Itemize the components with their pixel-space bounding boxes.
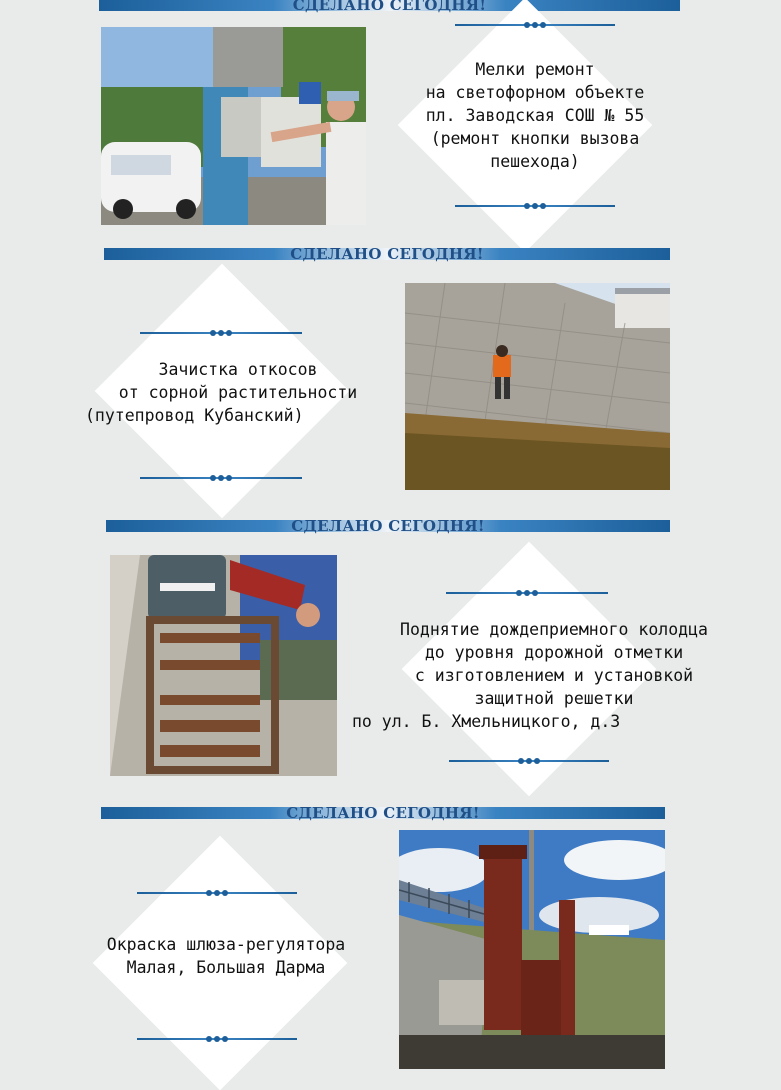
section-3-caption [346, 618, 762, 733]
storm-drain-grate-photo [110, 555, 337, 776]
caption-line: с изготовлением и установкой [414, 666, 694, 685]
section-4-top-ornament [137, 889, 297, 897]
banner-label: СДЕЛАНО СЕГОДНЯ! [286, 804, 480, 822]
section-4-banner [101, 804, 665, 822]
section-1-bottom-ornament [455, 202, 615, 210]
section-3-banner [106, 517, 670, 535]
sluice-painting-photo [399, 830, 665, 1069]
caption-line: (ремонт кнопки вызова [430, 129, 640, 148]
caption-line: Зачистка откосов [158, 360, 318, 379]
banner-label: СДЕЛАНО СЕГОДНЯ! [290, 245, 484, 263]
slope-clearing-photo [405, 283, 670, 490]
section-1-banner [99, 0, 680, 14]
section-2-top-ornament [140, 329, 302, 337]
caption-line: Поднятие дождеприемного колодца [400, 620, 708, 639]
caption-line: (путепровод Кубанский) [85, 406, 304, 425]
caption-line: Малая, Большая Дарма [126, 958, 326, 977]
section-3-top-ornament [446, 589, 608, 597]
section-4-bottom-ornament [137, 1035, 297, 1043]
caption-line: Окраска шлюза-регулятора [106, 935, 346, 954]
section-4-caption [63, 933, 389, 979]
section-2-banner [104, 245, 670, 263]
section-2-caption [73, 358, 403, 427]
traffic-light-repair-photo [101, 27, 366, 225]
caption-line: пл. Заводская СОШ № 55 [425, 106, 645, 125]
caption-line: от сорной растительности [118, 383, 358, 402]
banner-label: СДЕЛАНО СЕГОДНЯ! [292, 0, 487, 14]
caption-line: Мелки ремонт [475, 60, 595, 79]
caption-line: на светофорном объекте [425, 83, 645, 102]
caption-line: до уровня дорожной отметки [424, 643, 684, 662]
caption-line: защитной решетки [474, 689, 634, 708]
section-1-top-ornament [455, 21, 615, 29]
section-3-bottom-ornament [449, 757, 609, 765]
banner-label: СДЕЛАНО СЕГОДНЯ! [291, 517, 485, 535]
section-2-bottom-ornament [140, 474, 302, 482]
caption-line: пешехода) [490, 152, 580, 171]
section-1-caption [385, 58, 685, 173]
caption-line: по ул. Б. Хмельницкого, д.3 [352, 712, 621, 731]
